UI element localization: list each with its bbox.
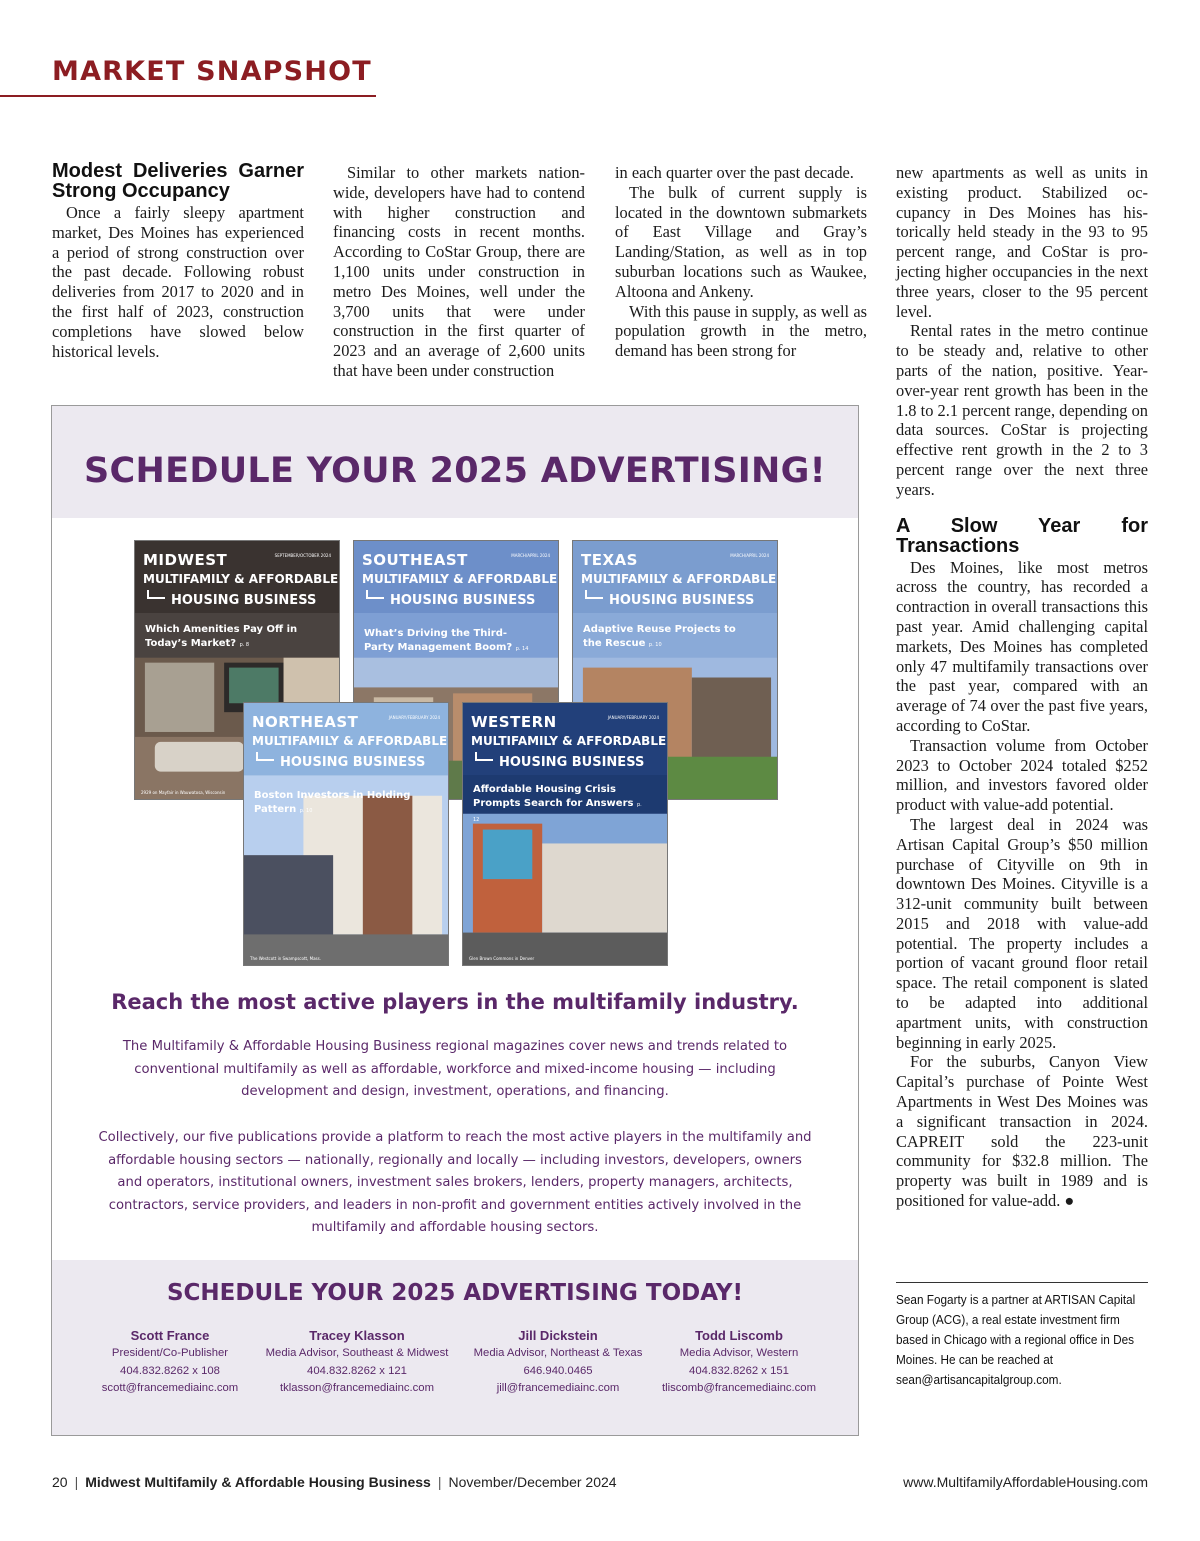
contact-role: Media Advisor, Southeast & Midwest	[265, 1347, 449, 1359]
contact-scott-france	[65, 1326, 275, 1398]
article-paragraph: new apartments as well as units in existing product. Stabilized occupancy in Des Moines has historically held steady in the 93 to 95 percent range, and CoStar is projecting higher occupancies in the next three years, closer to the 95 percent level.	[896, 163, 1148, 321]
cover-story	[473, 783, 643, 827]
footer-separator: |	[74, 1474, 79, 1490]
cover-caption: The Westcott in Swampscott, Mass.	[250, 956, 321, 961]
article-paragraph: The bulk of current supply is located in the downtown submarkets of East Village and Gray’s Landing/Station, as well as in top suburban locations such as Waukee, Altoona and Ankeny.	[615, 182, 867, 301]
contact-tracey-klasson	[252, 1326, 462, 1398]
cover-elbow	[366, 590, 384, 599]
cover-story	[254, 789, 424, 818]
cover-title-line1: MULTIFAMILY & AFFORDABLE	[581, 572, 777, 586]
cover-caption: 2929 on Mayfair in Wauwatosa, Wisconsin	[141, 790, 226, 795]
ad-title: SCHEDULE YOUR 2025 ADVERTISING!	[84, 451, 826, 491]
cover-story-page: p. 8	[239, 642, 250, 648]
cover-story-text: Which Amenities Pay Off in Today’s Market?	[145, 624, 298, 649]
cover-issue: JANUARY/FEBRUARY 2024	[607, 715, 659, 720]
cover-title-line2: HOUSING BUSINESS	[390, 593, 536, 608]
page-number: 20	[52, 1474, 68, 1490]
cover-story	[364, 627, 534, 656]
article-column-3	[615, 163, 867, 361]
magazine-covers	[52, 518, 858, 978]
cover-issue: MARCH/APRIL 2024	[511, 553, 550, 558]
cover-story	[583, 623, 753, 652]
footer-separator: |	[437, 1474, 442, 1490]
article-paragraph: Transaction volume from October 2023 to October 2024 totaled $252 million, and investors favored older product with value-add potential.	[896, 735, 1148, 815]
ad-footer-band	[52, 1260, 858, 1435]
contact-phone[interactable]: 404.832.8262 x 121	[307, 1364, 407, 1377]
article-paragraph: Once a fairly sleepy apartment market, Des Moines has experienced a period of strong construction over the past decade. Following robust deliveries from 2017 to 2020 and in the first half of 2023, construction completions have slowed below historical levels.	[52, 203, 304, 361]
contact-jill-dickstein	[453, 1326, 663, 1398]
cover-title-line2: HOUSING BUSINESS	[609, 593, 755, 608]
ad-header-band	[52, 406, 858, 518]
cover-elbow	[475, 752, 493, 761]
ad-reach-heading: Reach the most active players in the multifamily industry.	[111, 990, 799, 1014]
cover-region: MIDWEST	[143, 551, 228, 569]
cover-region: WESTERN	[471, 713, 557, 731]
contact-email[interactable]: tklasson@francemediainc.com	[280, 1382, 434, 1394]
cover-region: TEXAS	[581, 551, 638, 569]
cover-western	[462, 702, 668, 966]
contact-email[interactable]: scott@francemediainc.com	[101, 1382, 239, 1394]
article-paragraph: Similar to other markets nationwide, developers have had to contend with higher construction and financing costs in recent months. According to CoStar Group, there are 1,100 units under construction in metro Des Moines, well under the 3,700 units that were under construction in the first quarter of 2023 and an average of 2,600 units that have been under construction	[333, 163, 585, 380]
cover-issue: JANUARY/FEBRUARY 2024	[388, 715, 440, 720]
article-paragraph: For the suburbs, Canyon View Capital’s purchase of Pointe West Apartments in West Des Moines was a significant transaction in 2024. CAPREIT sold the 223-unit community for $32.8 million. The property was built in 1989 and is positioned for value-add. ●	[896, 1052, 1148, 1211]
publication-name: Midwest Multifamily & Affordable Housing Business	[85, 1474, 431, 1490]
article-paragraph: in each quarter over the past decade.	[615, 163, 854, 182]
contact-name: Scott France	[130, 1328, 210, 1343]
section-tag: MARKET SNAPSHOT	[52, 56, 372, 87]
article-column-1	[52, 161, 304, 361]
cover-story-page: p. 14	[515, 646, 529, 652]
contact-name: Todd Liscomb	[695, 1328, 783, 1343]
contact-name: Tracey Klasson	[309, 1328, 405, 1343]
cover-story-text: Adaptive Reuse Projects to the Rescue	[583, 624, 736, 649]
article-column-4	[896, 163, 1148, 1211]
cover-story	[145, 623, 315, 652]
section-rule	[0, 95, 376, 97]
cover-title-line1: MULTIFAMILY & AFFORDABLE	[362, 572, 558, 586]
article-heading-occupancy: Modest Deliveries Garner Strong Occupancy	[52, 160, 304, 202]
cover-story-page: p. 10	[648, 642, 662, 648]
cover-story-text: What’s Driving the Third-Party Management Boom?	[364, 628, 513, 653]
cover-story-text: Boston Investors in Holding Pattern	[254, 790, 411, 815]
contact-todd-liscomb	[634, 1326, 844, 1398]
article-paragraph: The largest deal in 2024 was Artisan Capital Group’s $50 million purchase of Cityville on 9th in downtown Des Moines. Cityville is a 312-unit community built between 2015 and 2018 with value-add potential. The property includes a portion of vacant ground floor retail space. The retail component is slated to be adapted into additional apartment units, with construction beginning in early 2025.	[896, 814, 1148, 1052]
ad-paragraph-2: Collectively, our five publications provide a platform to reach the most active players in the multifamily and affordable housing sectors — nationally, regionally and locally — including investors, developers, owners and operators, institutional owners, investment sales brokers, lenders, property managers, architects, contractors, service providers, and leaders in non-profit and government entities actively involved in the multifamily and affordable housing sectors.	[98, 1130, 812, 1236]
article-column-2	[333, 163, 585, 381]
cover-title-line1: MULTIFAMILY & AFFORDABLE	[471, 734, 667, 748]
contact-role: Media Advisor, Northeast & Texas	[473, 1347, 643, 1359]
cover-story-page: p. 12	[473, 802, 642, 823]
contact-phone[interactable]: 404.832.8262 x 108	[120, 1364, 220, 1377]
cover-title-line1: MULTIFAMILY & AFFORDABLE	[143, 572, 339, 586]
cover-issue: MARCH/APRIL 2024	[730, 553, 769, 558]
cover-region: NORTHEAST	[252, 713, 359, 731]
issue-date: November/December 2024	[448, 1474, 617, 1490]
cover-title-line2: HOUSING BUSINESS	[280, 755, 426, 770]
article-paragraph: Rental rates in the metro continue to be steady and, relative to other parts of the nation, positive. Year-over-year rent growth has been in the 1.8 to 2.1 percent range, depending on data sources. CoStar is projecting effective rent growth in the 2 to 3 percent range over the next three years.	[896, 321, 1148, 499]
article-heading-transactions: A Slow Year for Transactions	[896, 514, 1148, 557]
bio-divider	[896, 1282, 1148, 1283]
cover-northeast	[243, 702, 449, 966]
cover-region: SOUTHEAST	[362, 551, 468, 569]
contact-email[interactable]: tliscomb@francemediainc.com	[662, 1382, 816, 1394]
contact-role: President/Co-Publisher	[111, 1347, 229, 1359]
cover-title-line1: MULTIFAMILY & AFFORDABLE	[252, 734, 448, 748]
article-paragraph: Des Moines, like most metros across the country, has recorded a contraction in overall transactions this past year. Amid challenging capital markets, Des Moines has completed only 47 multifamily transactions over the past year, compared with an average of 74 over the past five years, according to CoStar.	[896, 557, 1148, 735]
cover-elbow	[256, 752, 274, 761]
cover-elbow	[147, 590, 165, 599]
cover-title-line2: HOUSING BUSINESS	[171, 593, 317, 608]
page-footer	[52, 1474, 617, 1490]
contact-phone[interactable]: 404.832.8262 x 151	[689, 1364, 789, 1377]
website-link[interactable]: www.MultifamilyAffordableHousing.com	[903, 1474, 1148, 1490]
ad-paragraph-1: The Multifamily & Affordable Housing Business regional magazines cover news and trends related to conventional multifamily as well as affordable, workforce and mixed-income housing — including development and design, investment, operations, and financing.	[122, 1039, 788, 1100]
cover-caption: Glen Brown Commons in Denver	[469, 956, 535, 961]
cover-issue: SEPTEMBER/OCTOBER 2024	[274, 553, 331, 558]
cover-story-text: Affordable Housing Crisis Prompts Search for Answers	[473, 784, 634, 809]
contact-name: Jill Dickstein	[518, 1328, 598, 1343]
author-bio: Sean Fogarty is a partner at ARTISAN Capital Group (ACG), a real estate investment firm based in Chicago with a regional office in Des Moines. He can be reached at sean@artisancapitalgroup.com.	[896, 1292, 1136, 1387]
cover-photo-affordable-housing	[463, 813, 667, 966]
contact-phone[interactable]: 646.940.0465	[523, 1364, 593, 1377]
contact-role: Media Advisor, Western	[679, 1347, 799, 1359]
contact-email[interactable]: jill@francemediainc.com	[496, 1382, 620, 1394]
cover-title-line2: HOUSING BUSINESS	[499, 755, 645, 770]
article-paragraph: With this pause in supply, as well as population growth in the metro, demand has been strong for	[615, 301, 867, 361]
cover-elbow	[585, 590, 603, 599]
advertisement[interactable]	[51, 405, 859, 1436]
ad-cta-heading: SCHEDULE YOUR 2025 ADVERTISING TODAY!	[166, 1280, 743, 1306]
cover-story-page: p. 10	[299, 808, 313, 814]
